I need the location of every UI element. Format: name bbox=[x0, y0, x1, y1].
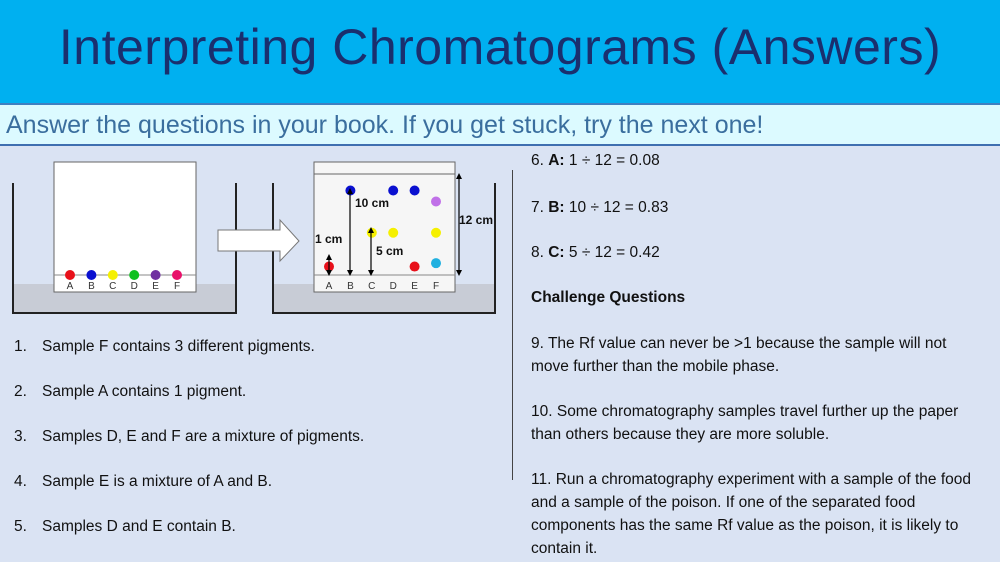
result-spot-E bbox=[410, 186, 420, 196]
result-spot-F bbox=[431, 228, 441, 238]
answer-item bbox=[14, 383, 246, 401]
label-1cm: 1 cm bbox=[315, 232, 343, 246]
page-title: Interpreting Chromatograms (Answers) bbox=[58, 19, 942, 75]
lane-label: F bbox=[432, 281, 440, 292]
label-5cm: 5 cm bbox=[376, 244, 404, 258]
label-10cm: 10 cm bbox=[355, 196, 390, 210]
beaker-before bbox=[13, 162, 236, 314]
challenge-answer: 9. The Rf value can never be >1 because the sample will not move further than the mobile phase. bbox=[531, 335, 947, 375]
arrow-icon bbox=[218, 220, 299, 261]
instruction-text: Answer the questions in your book. If you get stuck, try the next one! bbox=[6, 111, 764, 139]
result-spot-D bbox=[388, 186, 398, 196]
beaker-after bbox=[273, 162, 495, 314]
answer-text: Sample F contains 3 different pigments. bbox=[42, 338, 315, 355]
chromatography-diagram bbox=[0, 150, 510, 320]
answer-number: 3. bbox=[14, 428, 27, 445]
column-divider bbox=[512, 170, 513, 480]
result-spot-E bbox=[410, 262, 420, 272]
start-spot-D bbox=[129, 270, 139, 280]
lane-label: B bbox=[88, 281, 95, 292]
result-spot-F bbox=[431, 258, 441, 268]
lane-label: F bbox=[173, 281, 181, 292]
answer-text: Samples D, E and F are a mixture of pigments. bbox=[42, 428, 365, 445]
start-spot-A bbox=[65, 270, 75, 280]
answer-number: 2. bbox=[14, 383, 27, 400]
result-spot-F bbox=[431, 196, 441, 206]
answer-text: Sample A contains 1 pigment. bbox=[42, 383, 247, 400]
start-spot-B bbox=[86, 270, 96, 280]
rf-answer: 7. B: 10 ÷ 12 = 0.83 bbox=[531, 199, 669, 216]
answer-text: Samples D and E contain B. bbox=[42, 518, 236, 535]
lane-label: D bbox=[130, 281, 138, 292]
challenge-answer: 11. Run a chromatography experiment with a sample of the food and a sample of the poison. If one of the separated food components has the same Rf value as the poison, it is likely to contain it. bbox=[531, 471, 971, 557]
answer-text: Sample E is a mixture of A and B. bbox=[42, 473, 273, 490]
answer-number: 1. bbox=[14, 338, 27, 355]
start-spot-C bbox=[108, 270, 118, 280]
answer-item bbox=[14, 338, 315, 356]
answer-item bbox=[14, 428, 364, 446]
lane-label: C bbox=[109, 281, 117, 292]
result-spot-D bbox=[388, 228, 398, 238]
answer-item bbox=[14, 518, 236, 536]
label-12cm: 12 cm bbox=[459, 213, 494, 227]
rf-answer: 8. C: 5 ÷ 12 = 0.42 bbox=[531, 244, 660, 261]
lane-label: C bbox=[368, 281, 376, 292]
title-banner bbox=[0, 0, 1000, 105]
lane-label: B bbox=[347, 281, 354, 292]
rf-answer: 6. A: 1 ÷ 12 = 0.08 bbox=[531, 152, 660, 169]
lane-label: A bbox=[66, 281, 74, 292]
instruction-bar bbox=[0, 105, 1000, 146]
lane-label: E bbox=[411, 281, 418, 292]
challenge-heading: Challenge Questions bbox=[531, 289, 686, 306]
answer-number: 4. bbox=[14, 473, 27, 490]
lane-label: E bbox=[152, 281, 159, 292]
lane-label: A bbox=[325, 281, 333, 292]
challenge-answer: 10. Some chromatography samples travel further up the paper than others because they are more soluble. bbox=[531, 403, 959, 443]
start-spot-E bbox=[151, 270, 161, 280]
answer-number: 5. bbox=[14, 518, 27, 535]
start-spot-F bbox=[172, 270, 182, 280]
lane-label: D bbox=[389, 281, 397, 292]
answer-item bbox=[14, 473, 272, 491]
